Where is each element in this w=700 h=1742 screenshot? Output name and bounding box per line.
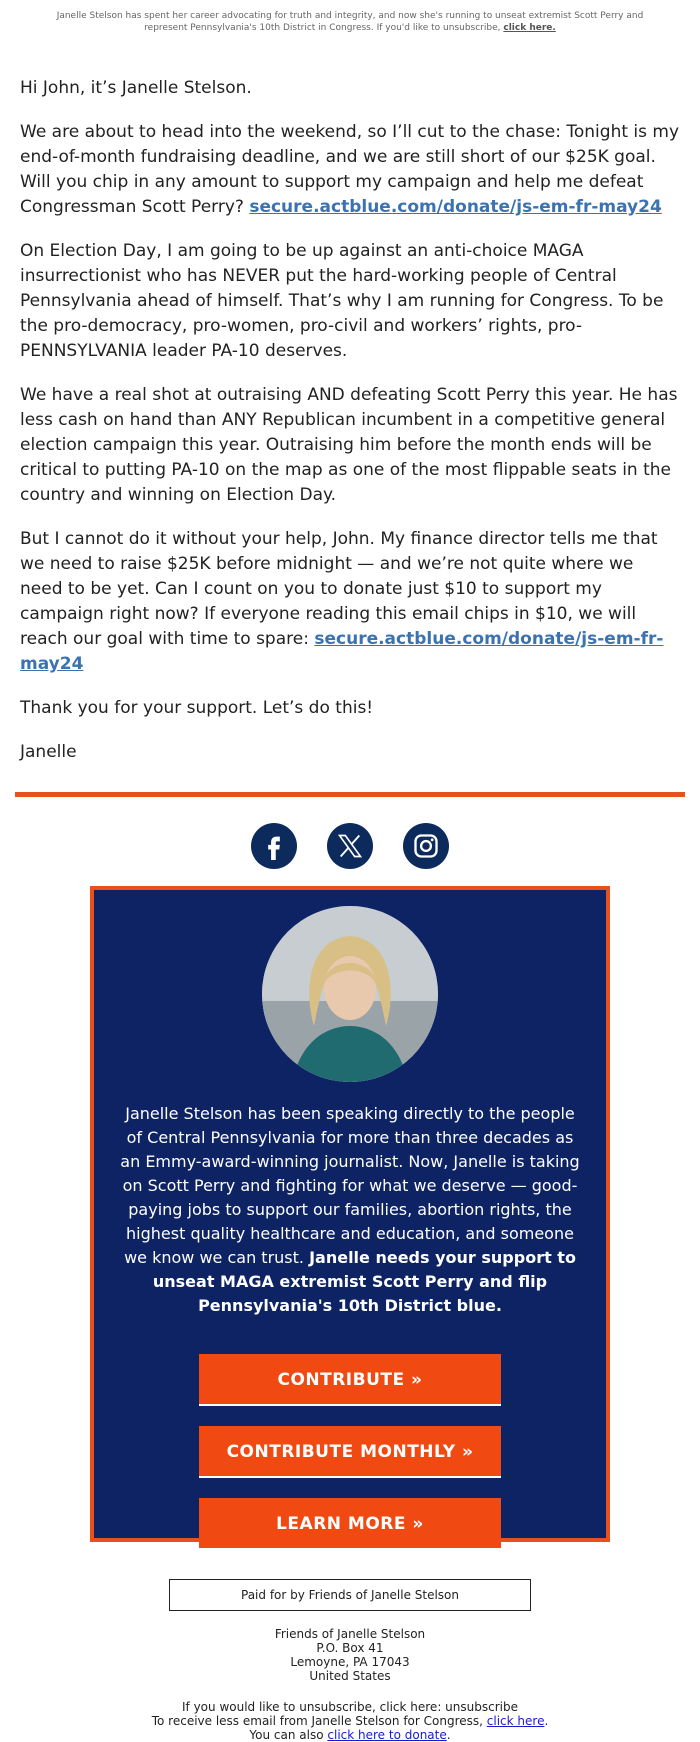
paragraph-deadline: We are about to head into the weekend, so I’ll cut to the chase: Tonight is my end-of-month fundraising deadline, and we are still short of our $25K goal. Will you chip in any amount to support my campaign and help me defeat Congressman Scott Perry? secure.actblue.com/donate/js-em-fr-may24 — [20, 122, 680, 217]
paid-for-disclaimer: Paid for by Friends of Janelle Stelson — [169, 1579, 531, 1611]
social-links — [0, 823, 700, 869]
donate-line: You can also click here to donate. — [249, 1728, 451, 1742]
paragraph-thanks: Thank you for your support. Let’s do this! — [20, 698, 374, 718]
facebook-icon[interactable] — [251, 823, 297, 869]
paragraph-ask: But I cannot do it without your help, John. My finance director tells me that we need to raise $25K before midnight — and we’re not quite where we need to be yet. Can I count on you to donate just $10 to support my campaign right now? If everyone reading this email chips in $10, we will reach our goal with time to spare: secure.actblue.com/donate/js-em-fr-may24 — [20, 529, 664, 674]
mailing-address: Friends of Janelle Stelson P.O. Box 41 Lemoyne, PA 17043 United States — [274, 1627, 426, 1683]
email-body — [0, 76, 700, 765]
unsubscribe-block — [0, 1700, 700, 1742]
candidate-panel — [90, 886, 610, 1542]
divider-rule — [15, 792, 685, 797]
greeting: Hi John, it’s Janelle Stelson. — [20, 78, 252, 98]
paragraph-opponent: On Election Day, I am going to be up against an anti-choice MAGA insurrectionist who has NEVER put the hard-working people of Central Pennsylvania ahead of himself. That’s why I am running for Congress. To be the pro-democracy, pro-women, pro-civil and workers’ rights, pro-PENNSYLVANIA leader PA-10 deserves. — [20, 241, 664, 361]
contribute-button[interactable]: CONTRIBUTE » — [199, 1354, 501, 1406]
unsubscribe-line[interactable]: If you would like to unsubscribe, click here: unsubscribe — [182, 1700, 518, 1714]
learn-more-button[interactable]: LEARN MORE » — [199, 1498, 501, 1550]
bio-call-to-action: Janelle needs your support to unseat MAGA extremist Scott Perry and flip Pennsylvania's 10th District blue. — [152, 1248, 576, 1315]
instagram-icon[interactable] — [403, 823, 449, 869]
less-email-link[interactable]: click here — [486, 1714, 545, 1728]
contribute-monthly-button[interactable]: CONTRIBUTE MONTHLY » — [199, 1426, 501, 1478]
cta-buttons — [94, 1354, 606, 1550]
paragraph-outraising: We have a real shot at outraising AND defeating Scott Perry this year. He has less cash on hand than ANY Republican incumbent in a competitive general election campaign this year. Outraising him before the month ends will be critical to putting PA-10 on the map as one of the most flippable seats in the country and winning on Election Day. — [20, 385, 678, 505]
preheader-unsubscribe-link[interactable]: click here. — [503, 23, 556, 33]
donate-link-2[interactable]: secure.actblue.com/donate/js-em-fr-may24 — [20, 629, 664, 674]
candidate-bio: Janelle Stelson has been speaking directly to the people of Central Pennsylvania for more than three decades as an Emmy-award-winning journalist. Now, Janelle is taking on Scott Perry and fighting for what we deserve — good-paying jobs to support our families, abortion rights, the highest quality healthcare and education, and someone we know we can trust. Janelle needs your support to unseat MAGA extremist Scott Perry and flip Pennsylvania's 10th District blue. — [120, 1104, 580, 1315]
candidate-photo — [262, 906, 438, 1082]
donate-link-1[interactable]: secure.actblue.com/donate/js-em-fr-may24 — [249, 197, 662, 217]
preheader — [0, 0, 700, 38]
footer-donate-link[interactable]: click here to donate — [327, 1728, 447, 1742]
x-icon[interactable] — [327, 823, 373, 869]
signoff: Janelle — [20, 742, 77, 762]
preheader-text: Janelle Stelson has spent her career advocating for truth and integrity, and now she's running to unseat extremist Scott Perry and represent Pennsylvania's 10th District in Congress. If you'd like to unsubscribe, — [56, 11, 644, 33]
less-email-line: To receive less email from Janelle Stelson for Congress, click here. — [151, 1714, 549, 1728]
